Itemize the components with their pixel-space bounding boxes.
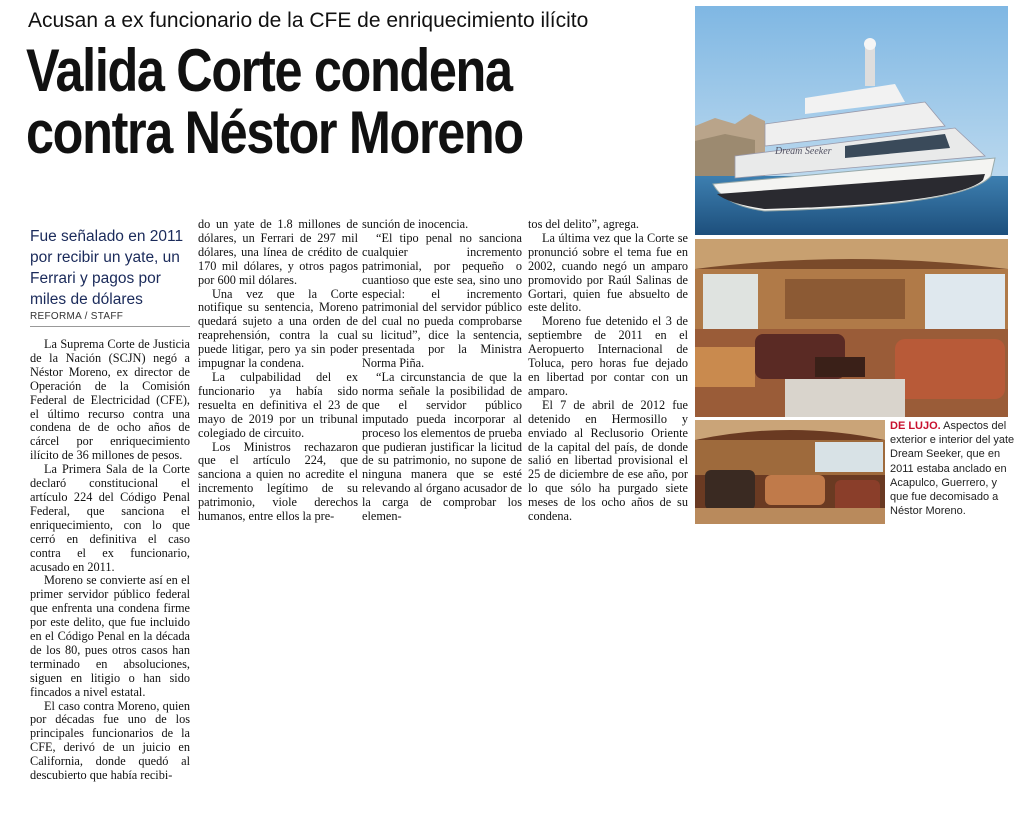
deck: Fue señalado en 2011 por recibir un yate, un Ferrari y pagos por miles de dólares [30, 228, 184, 308]
photo-caption [890, 419, 1016, 518]
paragraph: Los Ministros rechazaron que el artículo 224, que sanciona a quien no acredite el incremento legítimo de su patrimonio, viole derechos humanos, entre ellos la pre- [198, 439, 358, 524]
paragraph: Moreno fue detenido el 3 de septiembre de 2011 en el Aeropuerto Internacional de Toluca, pero horas fue dejado en libertad por contar con un amparo. [528, 314, 688, 398]
headline-line-2: contra Néstor Moreno [26, 99, 523, 166]
caption-text: Aspectos del exterior e interior del yate Dream Seeker, que en 2011 estaba anclado en Acapulco, Guerrero, y que fue decomisado a Néstor Moreno. [890, 420, 1015, 518]
paragraph: do un yate de 1.8 millones de dólares, un Ferrari de 297 mil dólares, una línea de crédito de 170 mil dólares, y otros pagos por 600 mil dólares. [198, 217, 358, 287]
caption-lead: DE LUJO. [890, 420, 941, 432]
boat-name: Dream Seeker [775, 146, 832, 157]
paragraph: tos del delito”, agrega. [528, 217, 639, 231]
paragraph: sunción de inocencia. [362, 217, 469, 231]
paragraph: “El tipo penal no sanciona cualquier incremento patrimonial, por pequeño o cuantioso que este sea, sino uno especial: el incremento patrimonial del servidor público del cual no pueda comprobarse su licitud”, dice la sentencia, presentada por la Ministra Norma Piña. [362, 230, 522, 371]
body-column-2 [198, 218, 358, 524]
body-column-1 [30, 338, 190, 783]
paragraph: Una vez que la Corte notifique su sentencia, Moreno quedará sujeto a una orden de reaprehensión, contra la cual puede litigar, pero ya sin poder impugnar la condena. [198, 286, 358, 371]
paragraph: El caso contra Moreno, quien por décadas fue uno de los principales funcionarios de la CFE, derivó de un juicio en California, donde quedó al descubierto que había recibi- [30, 698, 190, 783]
body-column-4 [528, 218, 688, 524]
yacht-interior-photo [695, 420, 885, 524]
yacht-salon-photo [695, 239, 1008, 417]
paragraph: La Primera Sala de la Corte declaró constitucional el artículo 224 del Código Penal Federal, que sanciona el enriquecimiento, con lo que cerró en definitiva el caso contra el ex funcionario, acusado en 2011. [30, 462, 190, 574]
body-column-3 [362, 218, 522, 524]
headline-line-1: Valida Corte condena [26, 37, 512, 104]
paragraph: La Suprema Corte de Justicia de la Nación (SCJN) negó a Néstor Moreno, ex director de Operación de la Comisión Federal de Electricidad (CFE), el último recurso contra una condena de de ocho años de cárcel por enriquecimiento ilícito de 36 millones de pesos. [30, 337, 190, 463]
paragraph: La culpabilidad del ex funcionario ya había sido resuelta en definitiva el 23 de mayo de 2019 por un tribunal colegiado de circuito. [198, 369, 358, 440]
paragraph: “La circunstancia de que la norma señale la posibilidad de que el servidor público imputado pueda incorporar al proceso los elementos de prueba que pudieran justificar la licitud de su patrimonio, no supone de ninguna manera que se esté relevando al órgano acusador de la carga de comprobar los elemen- [362, 369, 522, 524]
headline [26, 37, 690, 166]
byline: REFORMA / STAFF [30, 311, 190, 327]
paragraph: El 7 de abril de 2012 fue detenido en Hermosillo y enviado al Reclusorio Oriente de la capital del país, de donde salió en libertad provisional el 25 de diciembre de ese año, por lo que sólo ha purgado siete meses de los ocho años de su condena. [528, 397, 688, 524]
paragraph: La última vez que la Corte se pronunció sobre el tema fue en 2002, cuando negó un amparo promovido por Raúl Salinas de Gortari, quien fue absuelto de este delito. [528, 230, 688, 315]
yacht-exterior-photo [695, 6, 1008, 235]
kicker: Acusan a ex funcionario de la CFE de enriquecimiento ilícito [28, 9, 589, 32]
paragraph: Moreno se convierte así en el primer servidor público federal que enfrenta una condena firme por este delito, que fue incluido en el Código Penal en la década de los 80, pues otros casos han terminado en absoluciones, siguen en litigio o han sido fincados a nivel estatal. [30, 573, 190, 699]
